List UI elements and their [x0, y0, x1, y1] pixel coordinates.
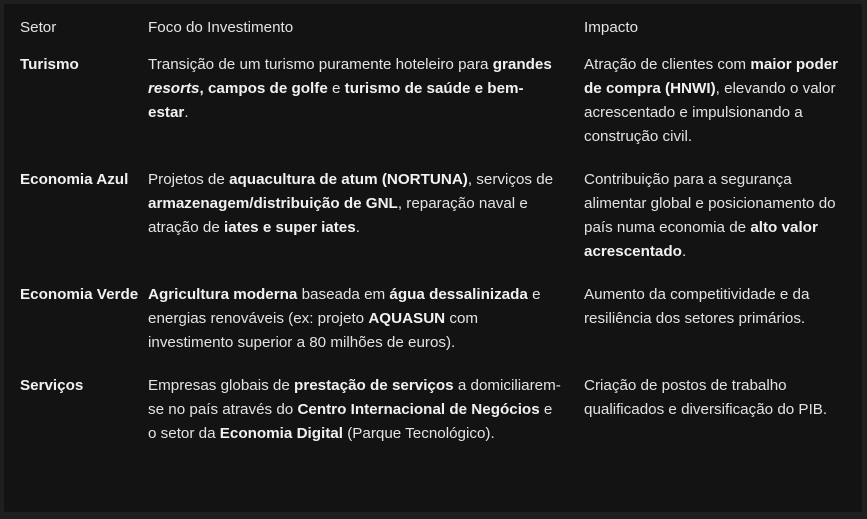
- text-run: aquacultura de atum (NORTUNA): [229, 171, 468, 188]
- response-panel: [4, 4, 862, 512]
- sector-cell: Serviços: [20, 377, 84, 394]
- focus-cell: Transição de um turismo puramente hoteleiro para grandes resorts, campos de golfe e turismo de saúde e bem-estar.: [148, 56, 552, 121]
- text-run: , campos de golfe: [199, 80, 328, 97]
- impact-cell: Criação de postos de trabalho qualificados e diversificação do PIB.: [584, 377, 828, 418]
- table-header-row: [20, 16, 850, 53]
- focus-cell: Projetos de aquacultura de atum (NORTUNA), serviços de armazenagem/distribuição de GNL, reparação naval e atração de iates e super iates.: [148, 171, 554, 236]
- impact-cell: Contribuição para a segurança alimentar global e posicionamento do país numa economia de alto valor acrescentado.: [584, 171, 836, 260]
- text-run: prestação de serviços: [294, 377, 454, 394]
- focus-cell: Empresas globais de prestação de serviços a domiciliarem-se no país através do Centro Internacional de Negócios e o setor da Economia Digital (Parque Tecnológico).: [148, 377, 561, 442]
- sector-cell: Turismo: [20, 56, 79, 73]
- text-run: maior poder de compra (HNWI): [584, 56, 839, 97]
- impact-cell: Aumento da competitividade e da resiliência dos setores primários.: [584, 286, 810, 327]
- text-run: iates e super iates: [224, 219, 356, 236]
- table-row: [20, 168, 850, 283]
- text-run: alto valor acrescentado: [584, 219, 818, 260]
- sector-cell: Economia Verde: [20, 286, 139, 303]
- text-run: Agricultura moderna: [148, 286, 298, 303]
- header-setor: Setor: [20, 19, 57, 36]
- header-impacto: Impacto: [584, 19, 639, 36]
- impact-cell: Atração de clientes com maior poder de compra (HNWI), elevando o valor acrescentado e impulsionando a construção civil.: [584, 56, 839, 145]
- text-run: Centro Internacional de Negócios: [297, 401, 540, 418]
- text-run: AQUASUN: [368, 310, 446, 327]
- investment-table: [20, 16, 850, 465]
- table-row: [20, 53, 850, 168]
- sector-cell: Economia Azul: [20, 171, 129, 188]
- text-run: armazenagem/distribuição de GNL: [148, 195, 398, 212]
- focus-cell: Agricultura moderna baseada em água dessalinizada e energias renováveis (ex: projeto AQUASUN com investimento superior a 80 milhões de euros).: [148, 286, 541, 351]
- text-run: resorts: [148, 80, 200, 97]
- text-run: Economia Digital: [219, 425, 343, 442]
- table-row: [20, 374, 850, 465]
- table-row: [20, 283, 850, 374]
- text-run: grandes: [492, 56, 552, 73]
- header-foco: Foco do Investimento: [148, 19, 294, 36]
- text-run: água dessalinizada: [389, 286, 528, 303]
- text-run: turismo de saúde e bem-estar: [148, 80, 524, 121]
